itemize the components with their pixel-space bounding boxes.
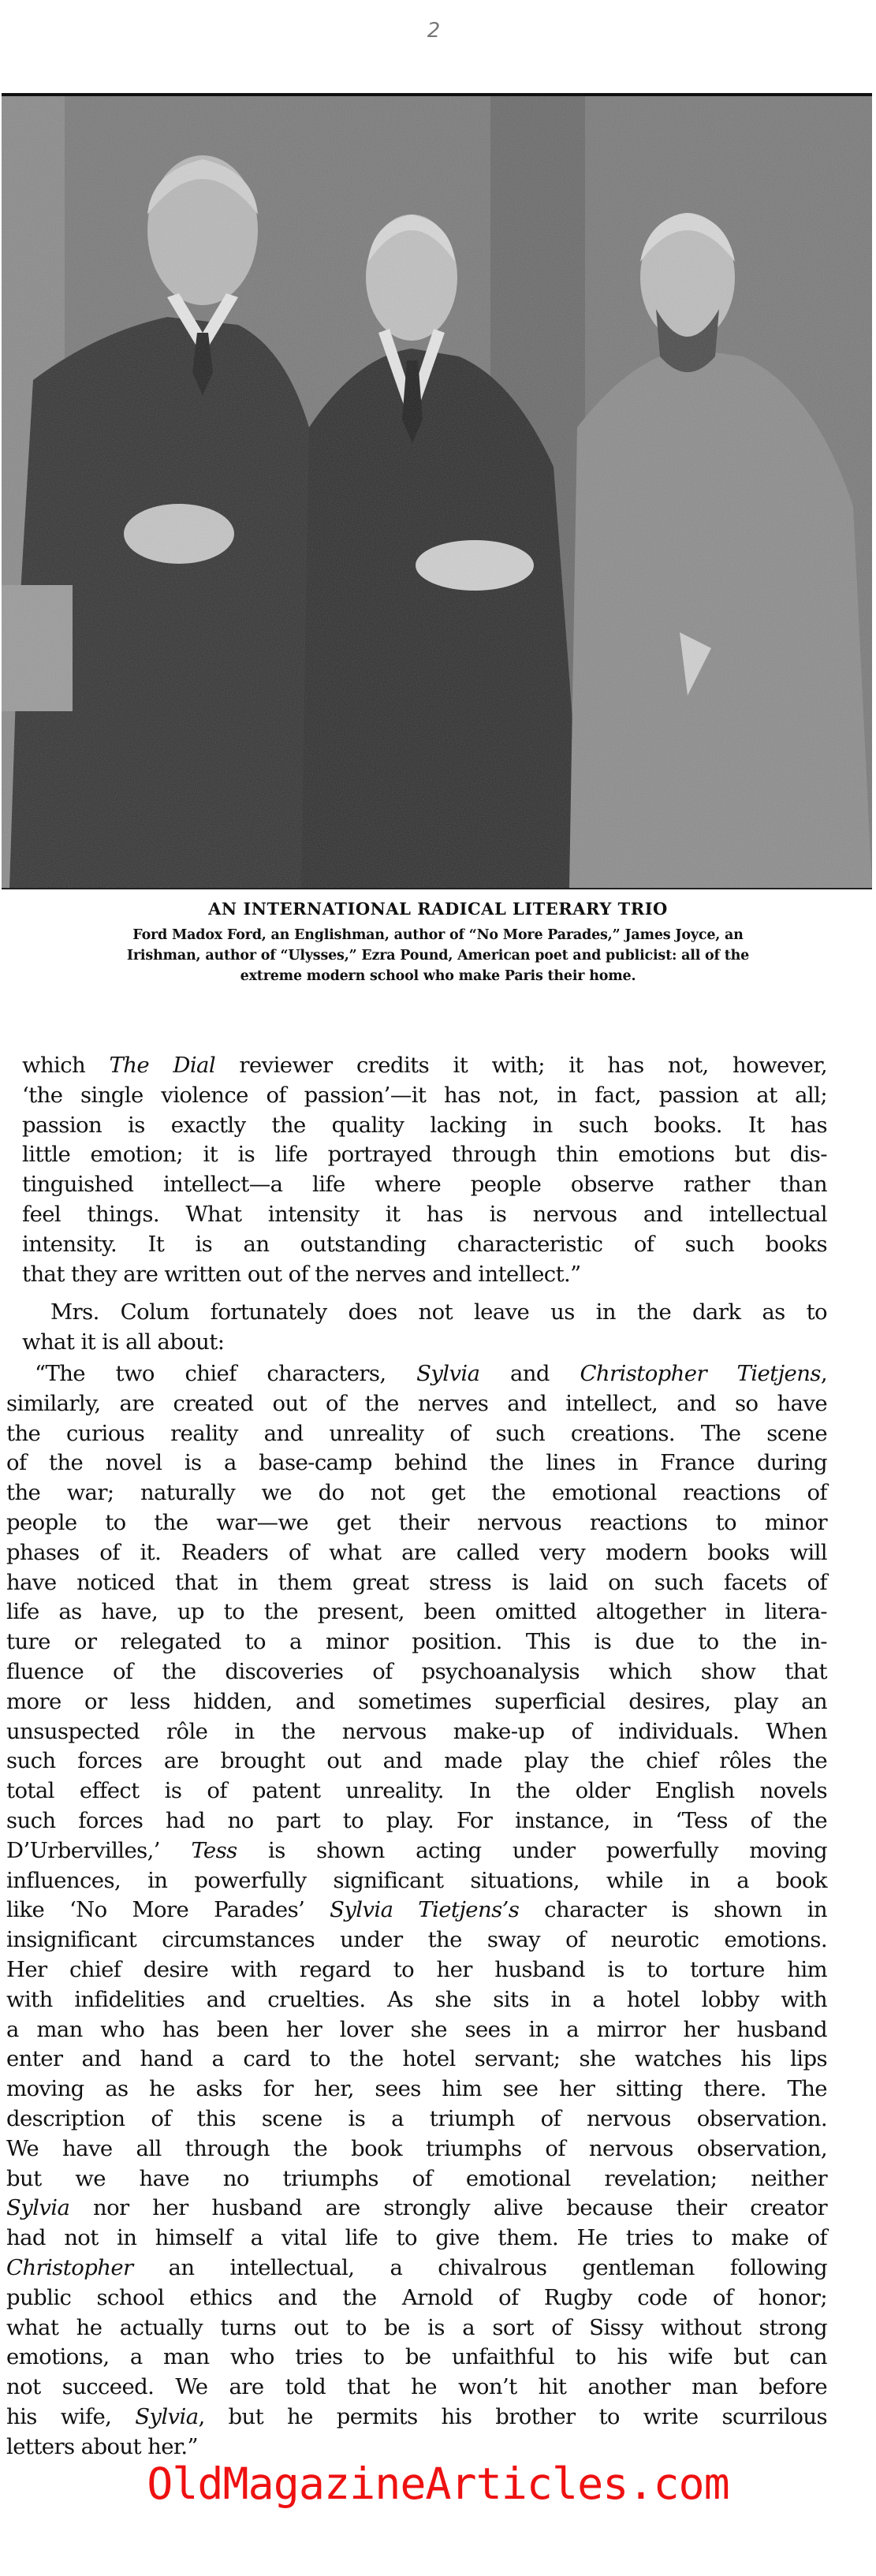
text-line: moving as he asks for her, sees him see her sitting there. The [6,2076,827,2102]
text-line: ‘the single violence of passion’—it has not, in fact, passion at all; [22,1082,827,1108]
text-line: influences, in powerfully significant situations, while in a book [6,1867,827,1893]
caption-line: Irishman, author of “Ulysses,” Ezra Pound, American poet and publicist: all of the [126,948,750,964]
italic-title: Christopher Tietjens [580,1361,821,1386]
caption-line: Ford Madox Ford, an Englishman, author of “No More Parades,” James Joyce, an [132,927,744,943]
text-line: life as have, up to the present, been omitted altogether in litera- [6,1599,827,1625]
text-line: phases of it. Readers of what are called very modern books will [6,1539,827,1565]
italic-title: The Dial [109,1053,216,1078]
text-line: We have all through the book triumphs of nervous observation, [6,2135,827,2161]
text-line: unsuspected rôle in the nervous make-up of individuals. When [6,1718,827,1744]
italic-title: Sylvia [416,1361,480,1386]
text-line: Her chief desire with regard to her husband is to torture him [6,1957,827,1982]
text-line: D’Urbervilles,’ Tess is shown acting under powerfully moving [6,1837,827,1863]
text-line: “The two chief characters, Sylvia and Christopher Tietjens, [35,1361,827,1386]
caption-title: AN INTERNATIONAL RADICAL LITERARY TRIO [208,899,668,919]
italic-title: Christopher [6,2255,133,2280]
text-line: Christopher an intellectual, a chivalrous gentleman following [6,2255,827,2280]
text-line: not succeed. We are told that he won’t hit another man before [6,2374,827,2400]
caption-line: extreme modern school who make Paris their home. [240,968,636,984]
text-line: little emotion; it is life portrayed through thin emotions but dis- [22,1142,827,1168]
text-line: emotions, a man who tries to be unfaithful to his wife but can [6,2344,827,2370]
text-line: public school ethics and the Arnold of Rugby code of honor; [6,2284,827,2310]
text-line: letters about her.” [6,2433,199,2459]
text-line: like ‘No More Parades’ Sylvia Tietjens’s character is shown in [6,1897,827,1923]
photo-grain [2,96,872,888]
text-line: tinguished intellect—a life where people observe rather than [22,1172,827,1198]
text-line: Sylvia nor her husband are strongly alive because their creator [6,2195,827,2221]
text-line: a man who has been her lover she sees in a mirror her husband [6,2016,827,2042]
text-line: total effect is of patent unreality. In the older English novels [6,1778,827,1804]
watermark-logo: OldMagazineArticles.com [147,2459,729,2509]
photo-illustration [2,96,872,888]
text-line: what he actually turns out to be is a sort of Sissy without strong [6,2314,827,2340]
text-line: that they are written out of the nerves and intellect.” [22,1261,581,1287]
text-line: with infidelities and cruelties. As she sits in a hotel lobby with [6,1986,827,2012]
text-line: such forces are brought out and made play the chief rôles the [6,1748,827,1774]
italic-title: Tess [191,1837,237,1863]
italic-title: Sylvia [6,2195,70,2221]
text-line: insignificant circumstances under the sway of neurotic emotions. [6,1927,827,1953]
text-line: have noticed that in them great stress is laid on such facets of [6,1569,827,1595]
text-line: people to the war—we get their nervous reactions to minor [6,1510,827,1535]
text-line: but we have no triumphs of emotional revelation; neither [6,2165,827,2191]
text-line: what it is all about: [22,1329,225,1355]
text-line: his wife, Sylvia, but he permits his brother to write scurrilous [6,2404,827,2429]
page-number: 2 [427,19,441,43]
text-line: of the novel is a base-camp behind the lines in France during [6,1450,827,1476]
text-line: enter and hand a card to the hotel servant; she watches his lips [6,2046,827,2072]
italic-title: Sylvia Tietjens’s [330,1897,520,1923]
photograph [2,93,872,889]
text-line: had not in himself a vital life to give them. He tries to make of [6,2225,827,2251]
text-line: passion is exactly the quality lacking in such books. It has [22,1112,827,1138]
text-line: similarly, are created out of the nerves and intellect, and so have [6,1390,827,1416]
text-line: fluence of the discoveries of psychoanalysis which show that [6,1659,827,1684]
text-line: such forces had no part to play. For instance, in ‘Tess of the [6,1808,827,1833]
text-line: Mrs. Colum fortunately does not leave us in the dark as to [50,1299,827,1325]
text-line: intensity. It is an outstanding characteristic of such books [22,1231,827,1257]
italic-title: Sylvia [135,2404,199,2429]
text-line: ture or relegated to a minor position. This is due to the in- [6,1629,827,1655]
text-line: the war; naturally we do not get the emotional reactions of [6,1480,827,1506]
text-line: the curious reality and unreality of such creations. The scene [6,1420,827,1446]
text-line: description of this scene is a triumph of nervous observation. [6,2106,827,2131]
text-line: feel things. What intensity it has is nervous and intellectual [22,1202,827,1227]
text-line: which The Dial reviewer credits it with; it has not, however, [22,1053,827,1078]
text-line: more or less hidden, and sometimes superficial desires, play an [6,1688,827,1714]
